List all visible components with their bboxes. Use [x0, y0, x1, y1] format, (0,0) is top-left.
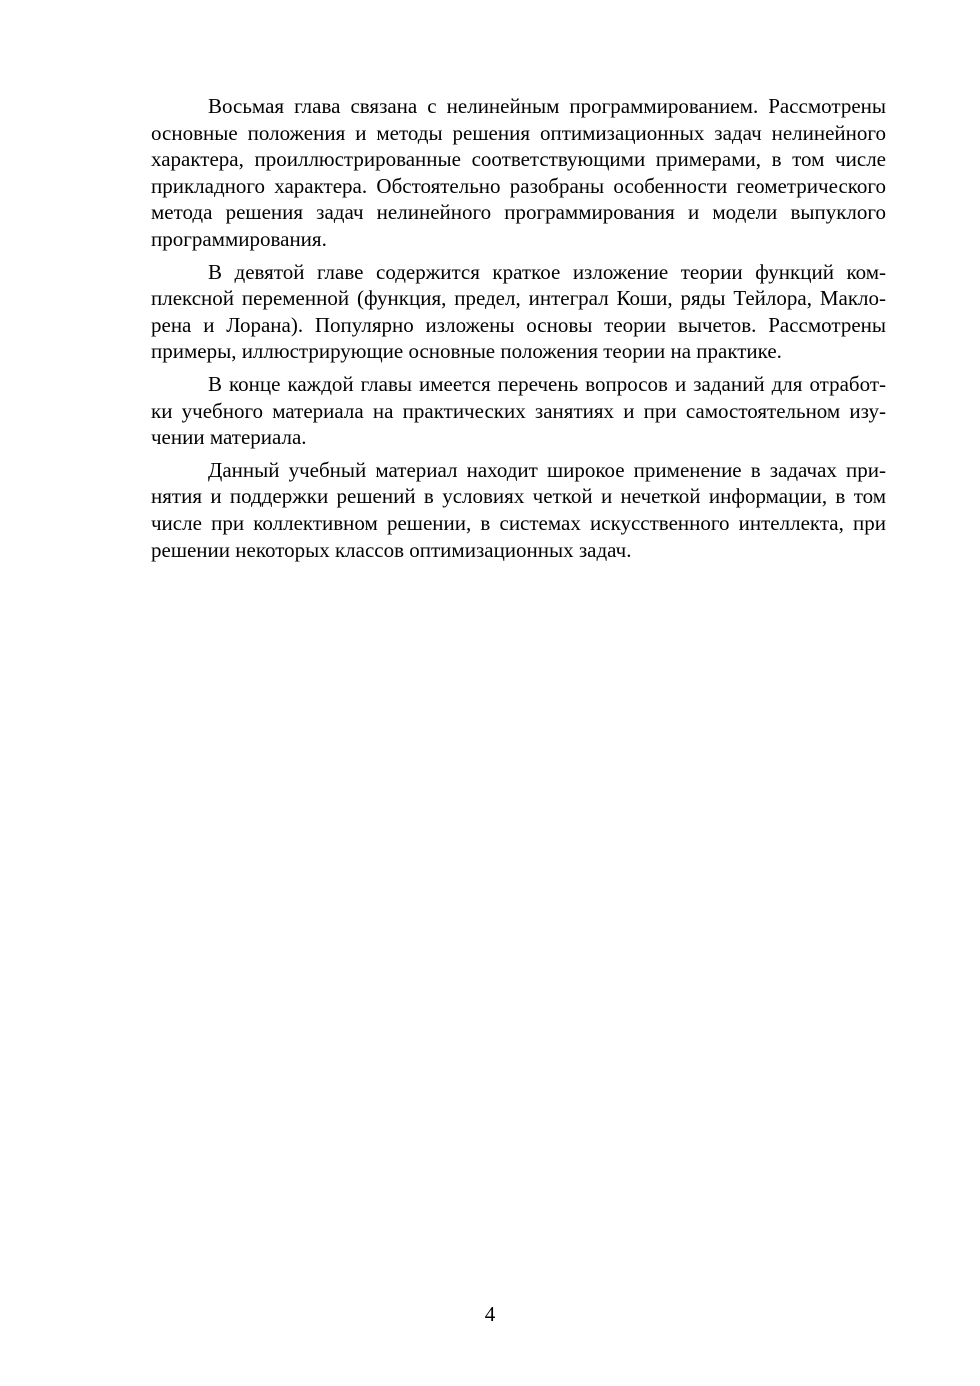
text-line: чении материала.: [151, 425, 307, 450]
text-line: примеры, иллюстрирующие основные положения теории на практике.: [151, 339, 782, 364]
text-line: В конце каждой главы имеется перечень вопросов и заданий для отработ-: [208, 371, 886, 396]
body-text: [94, 93, 886, 569]
text-line: рена и Лорана). Популярно изложены основы теории вычетов. Рассмотрены: [151, 312, 886, 337]
page-number: 4: [484, 1302, 496, 1326]
text-line: решении некоторых классов оптимизационных задач.: [151, 537, 632, 562]
text-line: метода решения задач нелинейного программирования и модели выпуклого: [151, 200, 886, 225]
text-line: основные положения и методы решения оптимизационных задач нелинейного: [151, 120, 886, 145]
text-line: нятия и поддержки решений в условиях четкой и нечеткой информации, в том: [151, 484, 886, 509]
paragraph-chapter-nine: [94, 259, 886, 365]
text-line: Восьмая глава связана с нелинейным программированием. Рассмотрены: [208, 94, 886, 118]
paragraph-application: [94, 457, 886, 563]
text-line: плексной переменной (функция, предел, интеграл Коши, ряды Тейлора, Макло-: [151, 286, 886, 311]
text-line: программирования.: [151, 226, 327, 251]
text-line: характера, проиллюстрированные соответствующими примерами, в том числе: [151, 147, 886, 172]
text-line: прикладного характера. Обстоятельно разобраны особенности геометрического: [151, 173, 886, 198]
text-line: Данный учебный материал находит широкое применение в задачах при-: [208, 457, 886, 482]
text-line: В девятой главе содержится краткое изложение теории функций ком-: [208, 259, 886, 284]
paragraph-chapter-eight: [94, 93, 886, 253]
text-line: числе при коллективном решении, в системах искусственного интеллекта, при: [151, 510, 886, 535]
text-line: ки учебного материала на практических занятиях и при самостоятельном изу-: [151, 398, 886, 423]
paragraph-questions: [94, 371, 886, 451]
